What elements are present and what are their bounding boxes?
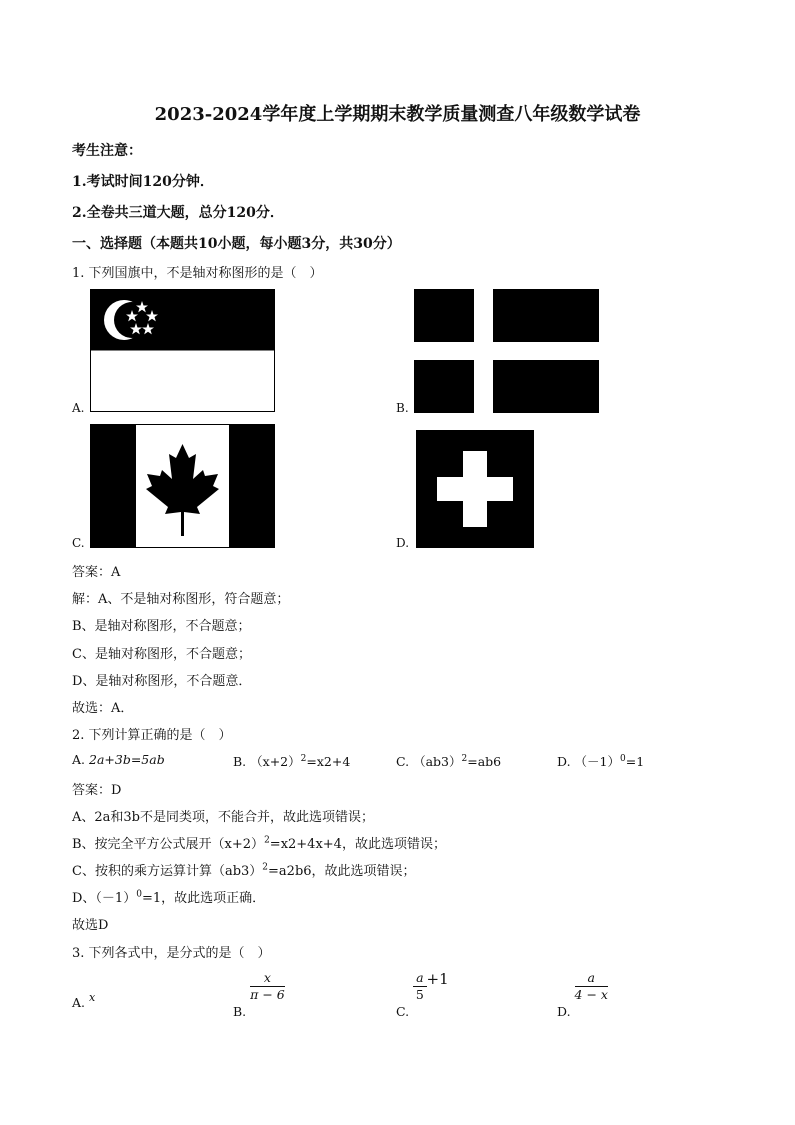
fraction: $\frac{a}{5}$ bbox=[413, 970, 426, 1003]
option-a-label: A. bbox=[72, 401, 85, 415]
q2-option-b: B. $(x+2)^2=x2+4$ bbox=[233, 753, 351, 769]
fraction: $\frac{a}{4 - x}$ bbox=[574, 970, 608, 1002]
explanation-conclusion: 故选：A． bbox=[72, 701, 134, 716]
question-1-stem: 1. 下列国旗中，不是轴对称图形的是（ ） bbox=[72, 266, 323, 281]
q3-option-d: D. $\frac{a}{4 - x}$ bbox=[557, 970, 608, 1019]
option-c-label: C. bbox=[72, 536, 85, 550]
q2-option-a: A. 2a+3b=5ab bbox=[72, 752, 165, 767]
explanation-line: C、是轴对称图形，不合题意； bbox=[72, 647, 251, 662]
fraction: $\frac{x}{\pi - 6}$ bbox=[250, 970, 285, 1002]
explanation-line: D、是轴对称图形，不合题意． bbox=[72, 674, 252, 689]
option-b-label: B. bbox=[396, 401, 409, 415]
nordic-cross-flag bbox=[414, 289, 599, 413]
q3-option-c: C. $\frac{a}{5}$ +1 bbox=[396, 970, 449, 1019]
q2-option-c: C. $(ab3)^2=ab6$ bbox=[396, 753, 502, 769]
question-2-stem: 2. 下列计算正确的是（ ） bbox=[72, 728, 232, 743]
singapore-flag bbox=[90, 289, 275, 412]
explanation-line: B、是轴对称图形，不合题意； bbox=[72, 619, 251, 634]
question-2-answer: 答案：D bbox=[72, 783, 122, 798]
exam-title: 2023-2024学年度上学期期末教学质量测查八年级数学试卷 bbox=[154, 104, 641, 125]
question-1-answer: 答案：A bbox=[72, 565, 121, 580]
q2-option-d: D. $(-1)^0=1$ bbox=[557, 753, 645, 769]
question-3-stem: 3. 下列各式中，是分式的是（ ） bbox=[72, 946, 271, 961]
option-d-label: D. bbox=[396, 536, 410, 550]
explanation-line: 解：A、不是轴对称图形，符合题意； bbox=[72, 592, 290, 607]
notice-item-1: 1.考试时间120分钟． bbox=[72, 174, 214, 190]
notice-heading: 考生注意： bbox=[72, 143, 142, 159]
switzerland-flag bbox=[416, 430, 534, 548]
explanation-line: D、$(-1)^0=1$，故此选项正确． bbox=[72, 889, 266, 906]
canada-flag bbox=[90, 424, 275, 548]
q3-option-b: B. $\frac{x}{\pi - 6}$ bbox=[233, 970, 285, 1019]
explanation-line: C、按积的乘方运算计算$(ab3)^2=a2b6$，故此选项错误； bbox=[72, 862, 416, 879]
q3-option-a: A. x bbox=[72, 991, 96, 1010]
notice-item-2: 2.全卷共三道大题，总分120分． bbox=[72, 205, 284, 221]
explanation-line: A、2a和3b不是同类项，不能合并，故此选项错误； bbox=[72, 810, 375, 825]
section-heading: 一、选择题（本题共10小题，每小题3分，共30分） bbox=[72, 236, 401, 252]
explanation-conclusion: 故选D bbox=[72, 918, 109, 933]
explanation-line: B、按完全平方公式展开$(x+2)^2=x2+4x+4$，故此选项错误； bbox=[72, 835, 446, 852]
